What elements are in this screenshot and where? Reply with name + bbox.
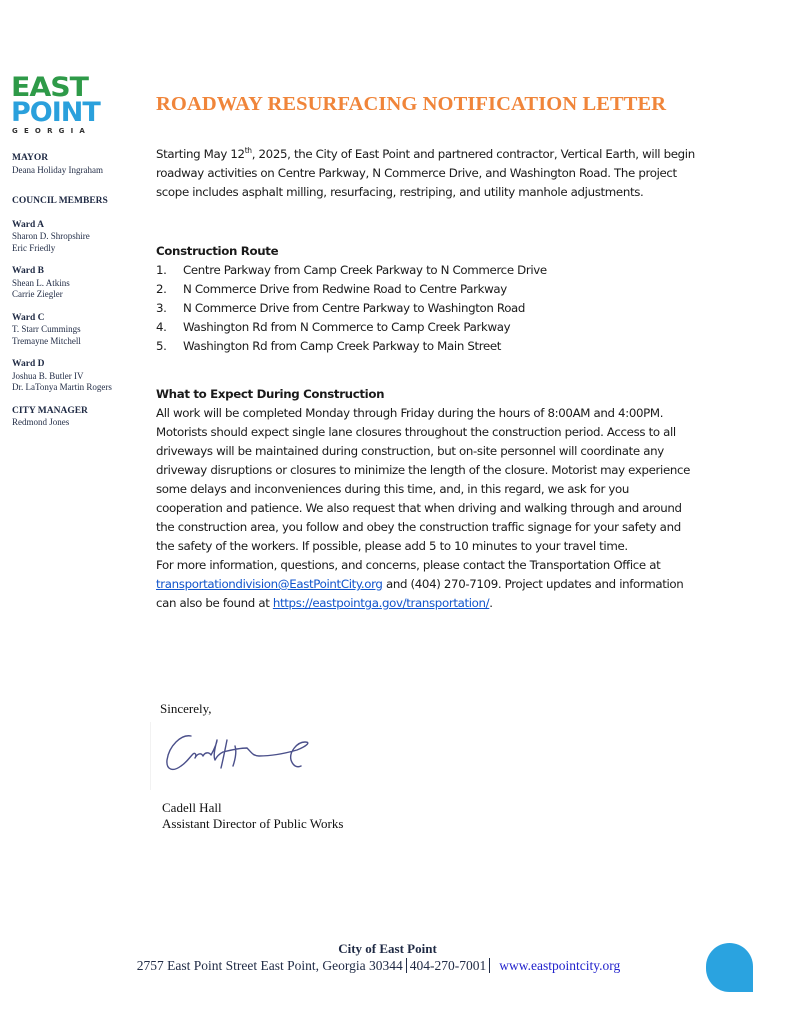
letter-title: ROADWAY RESURFACING NOTIFICATION LETTER: [156, 93, 667, 115]
email-link[interactable]: transportationdivision@EastPointCity.org: [156, 577, 383, 591]
ward-member: Dr. LaTonya Martin Rogers: [12, 382, 112, 392]
footer-divider: [489, 958, 490, 973]
footer-org: City of East Point: [338, 941, 437, 956]
intro-text-rest: , 2025, the City of East Point and partnered contractor, Vertical Earth, will begin roadway activities on Centre Parkway, N Commerce Drive, and Washington Road. The project scope includes asphalt milling, resurfacing, restriping, and utility manhole adjustments.: [156, 147, 695, 199]
ward-b-block: [12, 266, 147, 301]
east-point-logo: [11, 72, 111, 135]
ward-label: Ward A: [12, 219, 44, 230]
route-item: [156, 261, 696, 280]
what-to-expect-section: [156, 385, 696, 556]
route-item: [156, 280, 696, 299]
ward-member: Carrie Ziegler: [12, 289, 63, 299]
ward-member: Joshua B. Butler IV: [12, 370, 84, 381]
route-item: [156, 299, 696, 318]
ward-a-block: [12, 220, 147, 255]
ward-member: Eric Friedly: [12, 242, 56, 253]
ordinal-suffix: th: [244, 146, 252, 155]
officials-sidebar: [12, 153, 147, 441]
ward-member: Sharon D. Shropshire: [12, 231, 90, 241]
contact-text: and (404) 270-7109. Project updates and information can also be found at: [156, 577, 684, 610]
logo-east: EAST: [11, 72, 88, 103]
closing: Sincerely,: [160, 701, 212, 716]
contact-text: For more information, questions, and concerns, please contact the Transportation Office at: [156, 558, 661, 572]
intro-paragraph: [156, 145, 696, 202]
route-text: Washington Rd from N Commerce to Camp Creek Parkway: [183, 320, 511, 334]
footer-phone: 404-270-7001: [409, 958, 487, 973]
contact-text: .: [489, 596, 493, 610]
route-text: Centre Parkway from Camp Creek Parkway to N Commerce Drive: [183, 263, 547, 277]
footer-divider: [406, 958, 407, 973]
footer-contact-line: [0, 957, 785, 974]
city-manager-title: CITY MANAGER: [12, 405, 88, 416]
footer-address: 2757 East Point Street East Point, Georgia 30344: [136, 958, 403, 973]
ward-label: Ward C: [12, 312, 45, 323]
mayor-name: Deana Holiday Ingraham: [12, 164, 103, 175]
route-list: [156, 261, 696, 356]
signature-icon: [151, 722, 346, 790]
contact-paragraph: [156, 556, 696, 613]
route-text: N Commerce Drive from Centre Parkway to Washington Road: [183, 301, 526, 315]
mayor-title: MAYOR: [12, 153, 49, 163]
route-number: 5.: [156, 339, 167, 353]
route-number: 4.: [156, 320, 167, 334]
signer-block: [162, 800, 343, 832]
brand-drop-icon: [706, 943, 753, 992]
signer-title: Assistant Director of Public Works: [162, 816, 344, 831]
intro-text-start: Starting May 12: [156, 147, 245, 161]
expect-paragraph: All work will be completed Monday through Friday during the hours of 8:00AM and 4:00PM. Motorists should expect single lane closures throughout the construction period. Access to all driveways will be maintained during construction, but on-site personnel will coordinate any driveway disruptions or closures to minimize the length of the closure. Motorist may experience some delays and inconveniences during this time, and, in this regard, we ask for you cooperation and patience. We also request that when driving and walking through and around the construction area, you follow and obey the construction traffic signage for your safety and the safety of the workers. If possible, please add 5 to 10 minutes to your travel time.: [156, 406, 691, 553]
transportation-url-link[interactable]: https://eastpointga.gov/transportation/: [272, 596, 490, 610]
ward-d-block: [12, 359, 147, 394]
route-number: 2.: [156, 282, 167, 296]
signer-name: Cadell Hall: [162, 800, 222, 815]
footer-website-link[interactable]: www.eastpointcity.org: [499, 958, 621, 973]
route-text: N Commerce Drive from Redwine Road to Centre Parkway: [183, 282, 507, 296]
route-heading: Construction Route: [156, 244, 279, 258]
route-number: 3.: [156, 301, 167, 315]
ward-label: Ward B: [12, 266, 44, 276]
ward-member: Tremayne Mitchell: [12, 335, 81, 346]
signature-image: [150, 722, 346, 790]
route-text: Washington Rd from Camp Creek Parkway to Main Street: [183, 339, 502, 353]
ward-member: T. Starr Cummings: [12, 324, 81, 334]
logo-georgia: GEORGIA: [12, 127, 92, 135]
expect-heading: What to Expect During Construction: [156, 387, 385, 401]
route-number: 1.: [156, 263, 167, 277]
logo-point: POINT: [11, 97, 100, 128]
route-item: [156, 318, 696, 337]
mayor-block: [12, 153, 147, 176]
route-item: [156, 337, 696, 356]
page-footer: [0, 941, 785, 974]
ward-member: Shean L. Atkins: [12, 277, 70, 288]
city-manager-name: Redmond Jones: [12, 417, 70, 427]
construction-route-section: [156, 242, 696, 356]
ward-label: Ward D: [12, 359, 45, 369]
city-manager-block: [12, 406, 147, 429]
ward-c-block: [12, 313, 147, 348]
council-title: COUNCIL MEMBERS: [12, 196, 108, 206]
letter-body: [156, 145, 696, 613]
